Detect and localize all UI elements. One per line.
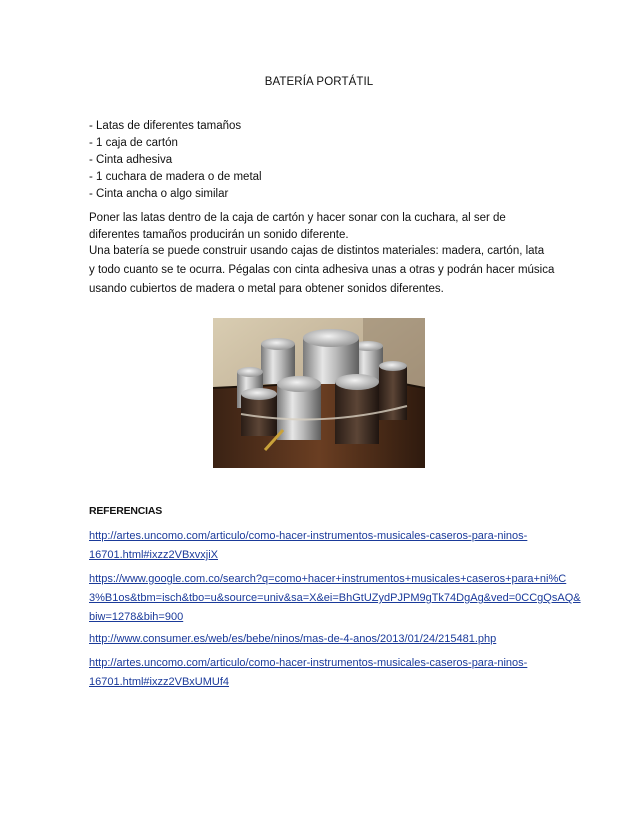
reference-line: http://artes.uncomo.com/articulo/como-hacer-instrumentos-musicales-caseros-para-ninos- <box>89 657 528 669</box>
paragraph-line: y todo cuanto se te ocurra. Pégalas con cinta adhesiva unas a otras y podrán hacer música <box>89 264 555 276</box>
list-item: - Cinta adhesiva <box>89 154 173 166</box>
paragraph-line: Poner las latas dentro de la caja de cartón y hacer sonar con la cuchara, al ser de <box>89 212 506 224</box>
paragraph-line: diferentes tamaños producirán un sonido diferente. <box>89 229 349 241</box>
reference-link-1[interactable] <box>89 527 551 565</box>
reference-line: 3%B1os&tbm=isch&tbo=u&source=univ&sa=X&ei=BhGtUZydPJPM9gTk74DgAg&ved=0CCgQsAQ& <box>89 592 581 604</box>
description-paragraph <box>89 242 555 299</box>
reference-line: https://www.google.com.co/search?q=como+hacer+instrumentos+musicales+caseros+para+ni%C <box>89 573 567 585</box>
paragraph-line: usando cubiertos de madera o metal para obtener sonidos diferentes. <box>89 283 444 295</box>
reference-line: 16701.html#ixzz2VBxvxjiX <box>89 549 219 561</box>
reference-link-2[interactable] <box>89 570 581 627</box>
reference-line: http://www.consumer.es/web/es/bebe/ninos/mas-de-4-anos/2013/01/24/215481.php <box>89 633 497 645</box>
photo-cans-drum-kit-icon <box>213 318 425 468</box>
paragraph-line: Una batería se puede construir usando cajas de distintos materiales: madera, cartón, lata <box>89 245 545 257</box>
reference-line: 16701.html#ixzz2VBxUMUf4 <box>89 676 230 688</box>
reference-line: http://artes.uncomo.com/articulo/como-hacer-instrumentos-musicales-caseros-para-ninos- <box>89 530 528 542</box>
cans-drum-photo <box>213 318 425 468</box>
list-item: - Latas de diferentes tamaños <box>89 120 242 132</box>
references-heading: REFERENCIAS <box>89 505 163 517</box>
reference-line: biw=1278&bih=900 <box>89 611 184 623</box>
instructions-paragraph <box>89 210 551 244</box>
list-item: - Cinta ancha o algo similar <box>89 188 229 200</box>
materials-list <box>89 118 551 203</box>
list-item: - 1 caja de cartón <box>89 137 178 149</box>
reference-link-4[interactable] <box>89 654 551 692</box>
reference-link-3[interactable] <box>89 630 551 649</box>
list-item: - 1 cuchara de madera o de metal <box>89 171 262 183</box>
document-title: BATERÍA PORTÁTIL <box>264 76 374 88</box>
